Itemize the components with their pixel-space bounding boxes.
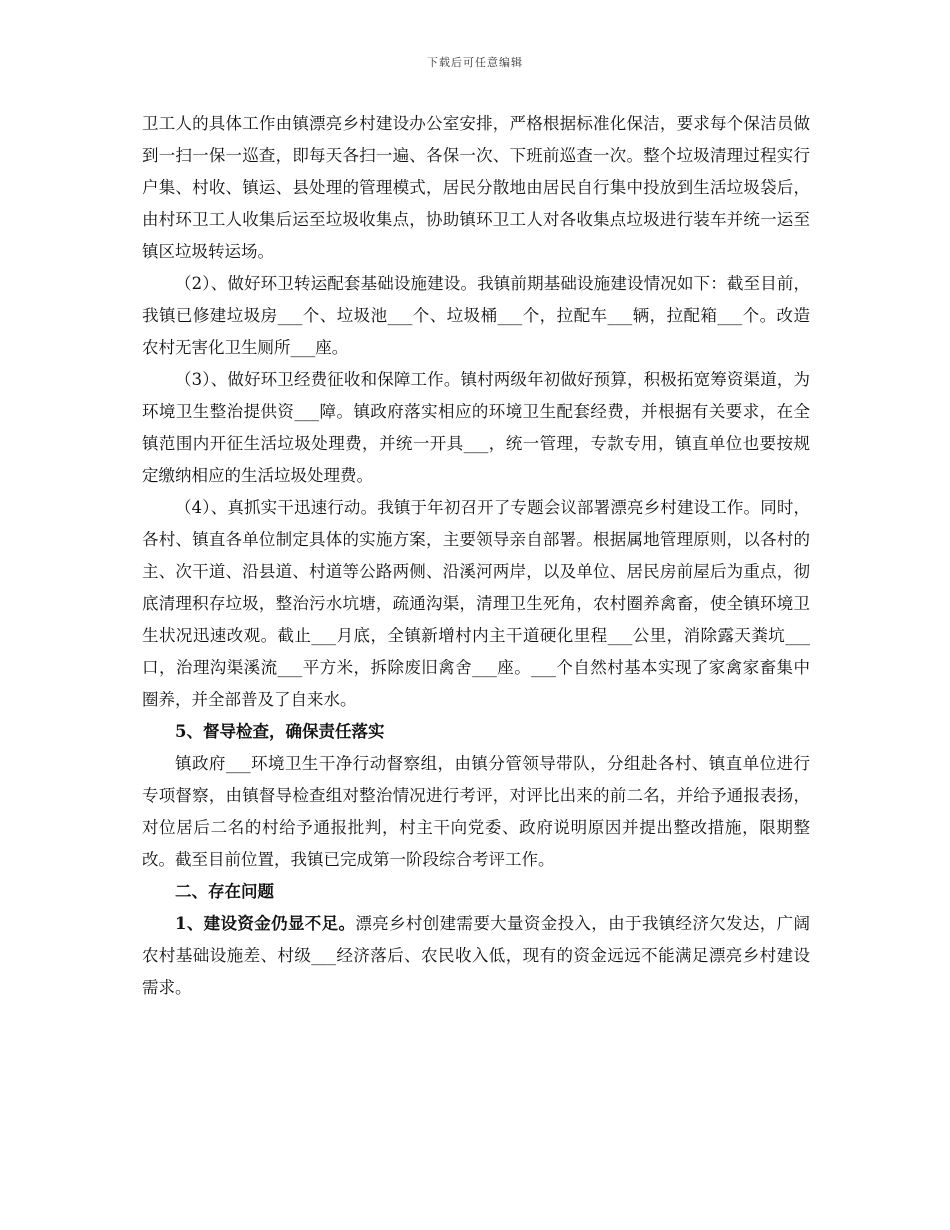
paragraph-sanitation-workers: 卫工人的具体工作由镇漂亮乡村建设办公室安排，严格根据标准化保洁，要求每个保洁员做到一扫一保一巡查，即每天各扫一遍、各保一次、下班前巡查一次。整个垃圾清理过程实行户集、村收、镇运、县处理的管理模式，居民分散地由居民自行集中投放到生活垃圾袋后，由村环卫工人收集后运至垃圾收集点，协助镇环卫工人对各收集点垃圾进行装车并统一运至镇区垃圾转运场。 (142, 114, 810, 261)
paragraph-supervision: 镇政府___环境卫生干净行动督察组，由镇分管领导带队，分组赴各村、镇直单位进行专项督察，由镇督导检查组对整治情况进行考评，对评比出来的前二名，并给予通报表扬，对位居后二名的村给予通报批判，村主干向党委、政府说明原因并提出整改措施，限期整改。截至目前位置，我镇已完成第一阶段综合考评工作。 (142, 754, 810, 869)
section-heading-supervision: 5、督导检查，确保责任落实 (175, 722, 385, 741)
paragraph-funding-shortage (142, 908, 810, 1004)
paragraph-funding: （3）、做好环卫经费征收和保障工作。镇村两级年初做好预算，积极拓宽筹资渠道，为环境卫生整治提供资___障。镇政府落实相应的环境卫生配套经费，并根据有关要求，在全镇范围内开征生活垃圾处理费，并统一开具___，统一管理，专款专用，镇直单位也要按规定缴纳相应的生活垃圾处理费。 (142, 370, 810, 485)
funding-shortage-text: 漂亮乡村创建需要大量资金投入，由于我镇经济欠发达，广阔农村基础设施差、村级___经济落后、农民收入低，现有的资金远远不能满足漂亮乡村建设需求。 (142, 914, 811, 997)
funding-shortage-lead: 1、建设资金仍显不足。 (175, 914, 356, 933)
page-header: 下载后可任意编辑 (427, 56, 523, 69)
document-body (142, 108, 810, 1004)
paragraph-infrastructure: （2）、做好环卫转运配套基础设施建设。我镇前期基础设施建设情况如下：截至目前，我镇已修建垃圾房___个、垃圾池___个、垃圾桶___个，拉配车___辆，拉配箱___个。改造农村无害化卫生厕所___座。 (142, 274, 810, 357)
section-heading-problems: 二、存在问题 (175, 882, 274, 901)
paragraph-action: （4）、真抓实干迅速行动。我镇于年初召开了专题会议部署漂亮乡村建设工作。同时，各村、镇直各单位制定具体的实施方案，主要领导亲自部署。根据属地管理原则，以各村的主、次干道、沿县道、村道等公路两侧、沿溪河两岸，以及单位、居民房前屋后为重点，彻底清理积存垃圾，整治污水坑塘，疏通沟渠，清理卫生死角，农村圈养禽畜，使全镇环境卫生状况迅速改观。截止___月底，全镇新增村内主干道硬化里程___公里，消除露天粪坑___口，治理沟渠溪流___平方米，拆除废旧禽舍___座。___个自然村基本实现了家禽家畜集中圈养，并全部普及了自来水。 (142, 498, 810, 709)
